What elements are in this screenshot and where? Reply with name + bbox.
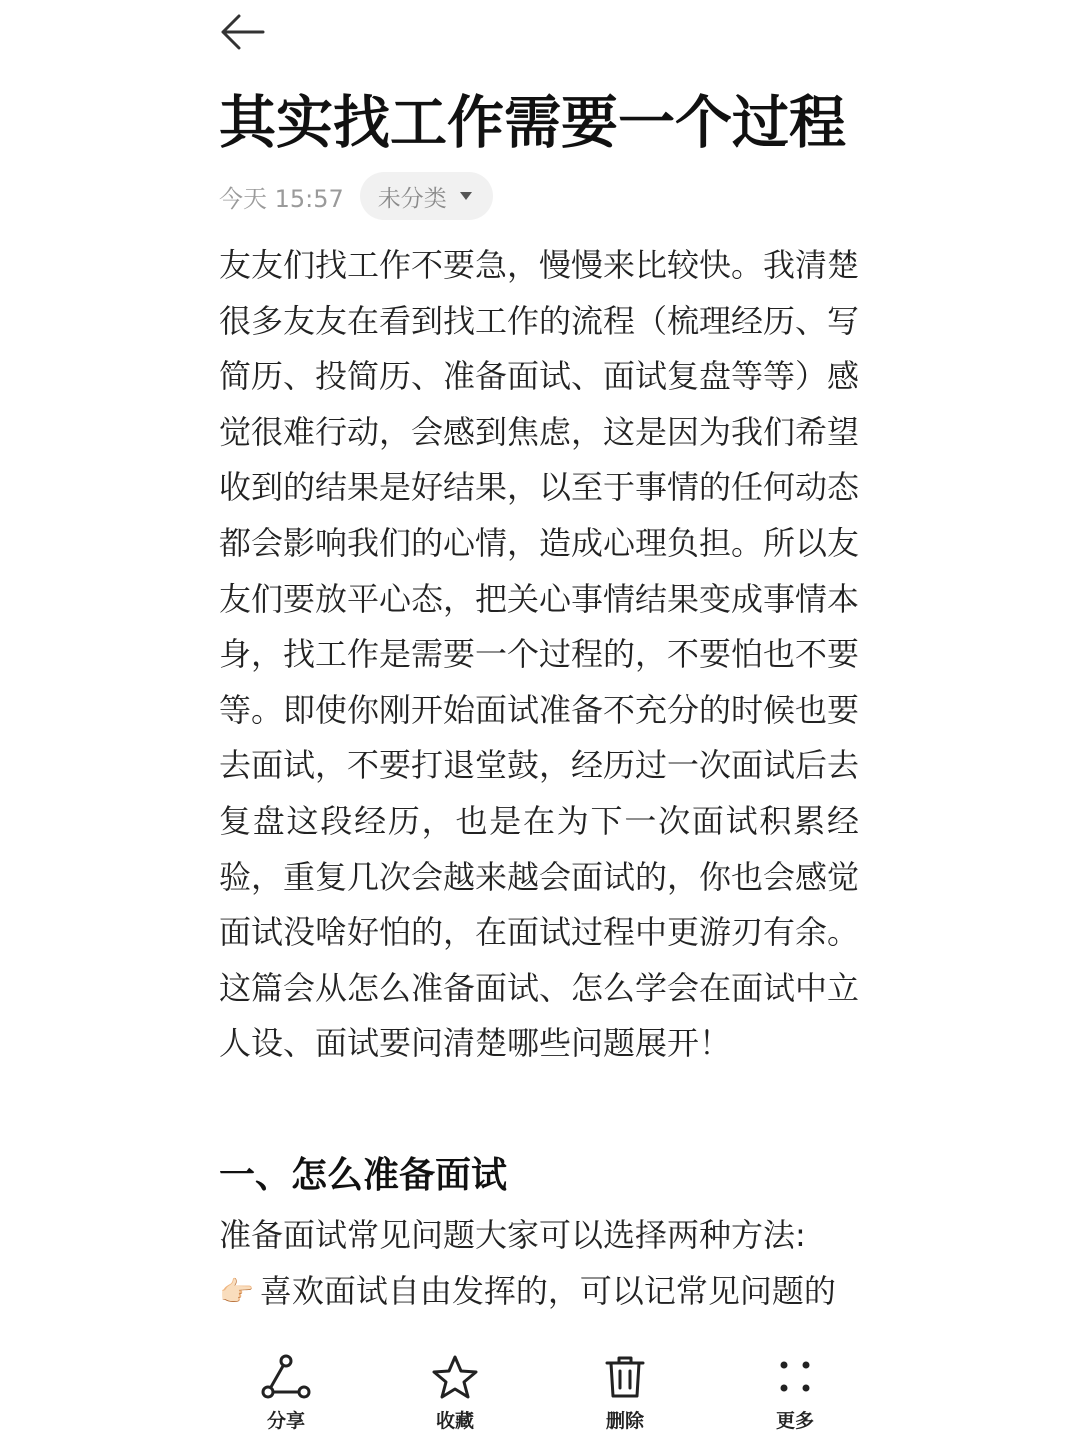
caret-down-icon [459, 191, 473, 201]
section-heading: 一、怎么准备面试 [219, 1154, 508, 1196]
note-title[interactable]: 其实找工作需要一个过程 [219, 90, 846, 156]
pointing-finger-icon: 👉🏻 [219, 1274, 254, 1308]
back-button[interactable] [214, 8, 270, 56]
category-label: 未分类 [377, 185, 447, 212]
note-timestamp: 今天 15:57 [219, 184, 344, 213]
back-arrow-icon [219, 12, 265, 52]
delete-button[interactable] [570, 1354, 680, 1440]
share-label: 分享 [266, 1410, 305, 1432]
star-icon [431, 1354, 479, 1400]
note-meta [219, 171, 493, 221]
note-paragraph: 准备面试常见问题大家可以选择两种方法: [219, 1215, 806, 1254]
note-body[interactable] [219, 238, 859, 1319]
delete-label: 删除 [605, 1410, 644, 1432]
category-dropdown[interactable] [360, 172, 493, 220]
trash-icon [602, 1354, 648, 1400]
note-paragraph: 友友们找工作不要急，慢慢来比较快。我清楚很多友友在看到找工作的流程（梳理经历、写简历、投简历、准备面试、面试复盘等等）感觉很难行动，会感到焦虑，这是因为我们希望收到的结果是好结果，以至于事情的任何动态都会影响我们的心情，造成心理负担。所以友友们要放平心态，把关心事情结果变成事情本身，找工作是需要一个过程的，不要怕也不要等。即使你刚开始面试准备不充分的时候也要去面试，不要打退堂鼓，经历过一次面试后去复盘这段经历，也是在为下一次面试积累经验，重复几次会越来越会面试的，你也会感觉面试没啥好怕的，在面试过程中更游刃有余。这篇会从怎么准备面试、怎么学会在面试中立人设、面试要问清楚哪些问题展开！ [219, 246, 860, 1063]
note-paragraph: 喜欢面试自由发挥的，可以记常见问题的 [259, 1271, 836, 1310]
favorite-label: 收藏 [435, 1410, 474, 1432]
more-label: 更多 [775, 1410, 814, 1432]
more-icon [772, 1354, 818, 1400]
share-icon [261, 1354, 311, 1400]
bullet-line [219, 1264, 859, 1320]
favorite-button[interactable] [400, 1354, 510, 1440]
bottom-toolbar [0, 1340, 1080, 1440]
more-button[interactable] [740, 1354, 850, 1440]
share-button[interactable] [231, 1354, 341, 1440]
